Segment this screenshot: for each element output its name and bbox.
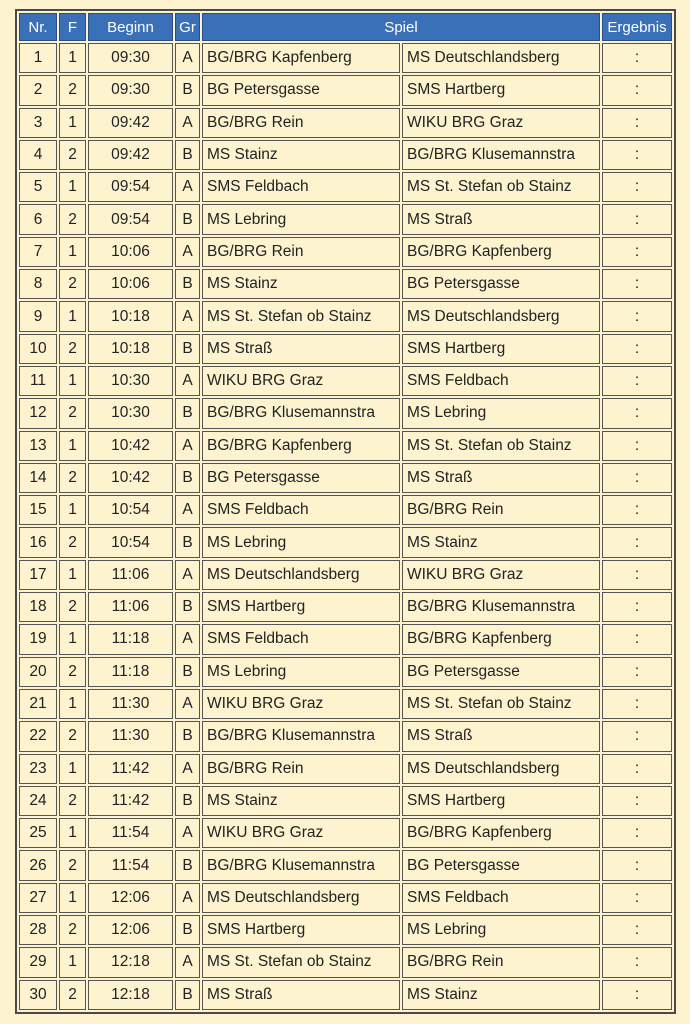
group-cell: A: [175, 624, 200, 654]
team-away-cell: BG Petersgasse: [402, 269, 600, 299]
field-number-cell: 2: [59, 980, 86, 1010]
group-cell: A: [175, 818, 200, 848]
result-cell: :: [602, 754, 672, 784]
table-row: [19, 140, 672, 170]
team-away-cell: MS St. Stefan ob Stainz: [402, 431, 600, 461]
start-time-cell: 10:42: [88, 431, 173, 461]
header-game: Spiel: [202, 13, 600, 41]
table-row: [19, 108, 672, 138]
team-home-cell: BG/BRG Klusemannstra: [202, 850, 400, 880]
group-cell: B: [175, 657, 200, 687]
table-row: [19, 527, 672, 557]
result-cell: :: [602, 947, 672, 977]
team-away-cell: MS Stainz: [402, 980, 600, 1010]
team-home-cell: BG/BRG Rein: [202, 237, 400, 267]
start-time-cell: 10:18: [88, 301, 173, 331]
group-cell: A: [175, 366, 200, 396]
team-home-cell: MS St. Stefan ob Stainz: [202, 301, 400, 331]
field-number-cell: 1: [59, 108, 86, 138]
result-cell: :: [602, 850, 672, 880]
start-time-cell: 10:42: [88, 463, 173, 493]
table-row: [19, 786, 672, 816]
field-number-cell: 2: [59, 850, 86, 880]
table-row: [19, 850, 672, 880]
table-row: [19, 398, 672, 428]
result-cell: :: [602, 301, 672, 331]
field-number-cell: 2: [59, 915, 86, 945]
group-cell: A: [175, 495, 200, 525]
field-number-cell: 2: [59, 140, 86, 170]
table-row: [19, 754, 672, 784]
start-time-cell: 09:42: [88, 140, 173, 170]
table-row: [19, 560, 672, 590]
table-row: [19, 366, 672, 396]
team-home-cell: BG/BRG Rein: [202, 108, 400, 138]
team-home-cell: BG/BRG Kapfenberg: [202, 43, 400, 73]
group-cell: B: [175, 204, 200, 234]
team-home-cell: WIKU BRG Graz: [202, 818, 400, 848]
start-time-cell: 09:54: [88, 172, 173, 202]
schedule-frame: [15, 9, 676, 1014]
result-cell: :: [602, 915, 672, 945]
match-number-cell: 6: [19, 204, 57, 234]
start-time-cell: 11:30: [88, 721, 173, 751]
match-number-cell: 25: [19, 818, 57, 848]
start-time-cell: 11:30: [88, 689, 173, 719]
table-row: [19, 657, 672, 687]
table-row: [19, 592, 672, 622]
start-time-cell: 09:30: [88, 43, 173, 73]
table-row: [19, 204, 672, 234]
result-cell: :: [602, 431, 672, 461]
match-number-cell: 17: [19, 560, 57, 590]
field-number-cell: 2: [59, 204, 86, 234]
result-cell: :: [602, 463, 672, 493]
bottom-edge: [0, 1016, 690, 1024]
group-cell: A: [175, 301, 200, 331]
start-time-cell: 09:54: [88, 204, 173, 234]
field-number-cell: 2: [59, 527, 86, 557]
field-number-cell: 2: [59, 657, 86, 687]
field-number-cell: 2: [59, 269, 86, 299]
group-cell: B: [175, 850, 200, 880]
match-number-cell: 22: [19, 721, 57, 751]
result-cell: :: [602, 398, 672, 428]
team-home-cell: MS Stainz: [202, 140, 400, 170]
match-number-cell: 13: [19, 431, 57, 461]
team-home-cell: WIKU BRG Graz: [202, 689, 400, 719]
table-row: [19, 269, 672, 299]
match-number-cell: 24: [19, 786, 57, 816]
result-cell: :: [602, 560, 672, 590]
table-row: [19, 43, 672, 73]
team-away-cell: WIKU BRG Graz: [402, 560, 600, 590]
team-home-cell: SMS Feldbach: [202, 172, 400, 202]
group-cell: A: [175, 754, 200, 784]
team-away-cell: MS Deutschlandsberg: [402, 301, 600, 331]
group-cell: B: [175, 527, 200, 557]
group-cell: B: [175, 463, 200, 493]
header-field: F: [59, 13, 86, 41]
start-time-cell: 11:18: [88, 624, 173, 654]
table-row: [19, 947, 672, 977]
match-number-cell: 10: [19, 334, 57, 364]
group-cell: A: [175, 689, 200, 719]
table-row: [19, 883, 672, 913]
team-away-cell: BG/BRG Klusemannstra: [402, 592, 600, 622]
start-time-cell: 10:18: [88, 334, 173, 364]
match-number-cell: 1: [19, 43, 57, 73]
result-cell: :: [602, 75, 672, 105]
result-cell: :: [602, 721, 672, 751]
field-number-cell: 1: [59, 689, 86, 719]
table-row: [19, 237, 672, 267]
table-row: [19, 172, 672, 202]
field-number-cell: 2: [59, 786, 86, 816]
result-cell: :: [602, 366, 672, 396]
team-home-cell: MS Deutschlandsberg: [202, 560, 400, 590]
header-nr: Nr.: [19, 13, 57, 41]
group-cell: B: [175, 334, 200, 364]
team-away-cell: SMS Feldbach: [402, 366, 600, 396]
result-cell: :: [602, 43, 672, 73]
field-number-cell: 1: [59, 431, 86, 461]
team-home-cell: MS Lebring: [202, 657, 400, 687]
match-number-cell: 12: [19, 398, 57, 428]
team-home-cell: BG Petersgasse: [202, 75, 400, 105]
team-away-cell: MS Straß: [402, 721, 600, 751]
team-home-cell: BG/BRG Kapfenberg: [202, 431, 400, 461]
group-cell: B: [175, 140, 200, 170]
group-cell: A: [175, 883, 200, 913]
field-number-cell: 1: [59, 237, 86, 267]
header-group: Gr: [175, 13, 200, 41]
group-cell: B: [175, 398, 200, 428]
field-number-cell: 1: [59, 947, 86, 977]
group-cell: B: [175, 786, 200, 816]
start-time-cell: 10:30: [88, 398, 173, 428]
result-cell: :: [602, 980, 672, 1010]
table-row: [19, 915, 672, 945]
result-cell: :: [602, 269, 672, 299]
field-number-cell: 1: [59, 560, 86, 590]
result-cell: :: [602, 172, 672, 202]
team-away-cell: BG/BRG Klusemannstra: [402, 140, 600, 170]
team-away-cell: SMS Hartberg: [402, 75, 600, 105]
field-number-cell: 2: [59, 592, 86, 622]
start-time-cell: 12:06: [88, 915, 173, 945]
team-away-cell: BG/BRG Rein: [402, 495, 600, 525]
start-time-cell: 10:06: [88, 269, 173, 299]
team-away-cell: MS Straß: [402, 204, 600, 234]
start-time-cell: 10:54: [88, 495, 173, 525]
match-number-cell: 23: [19, 754, 57, 784]
result-cell: :: [602, 657, 672, 687]
start-time-cell: 10:54: [88, 527, 173, 557]
match-number-cell: 30: [19, 980, 57, 1010]
group-cell: B: [175, 592, 200, 622]
match-number-cell: 18: [19, 592, 57, 622]
result-cell: :: [602, 689, 672, 719]
table-row: [19, 463, 672, 493]
group-cell: B: [175, 915, 200, 945]
team-away-cell: BG/BRG Kapfenberg: [402, 624, 600, 654]
team-away-cell: MS Lebring: [402, 398, 600, 428]
group-cell: A: [175, 947, 200, 977]
team-away-cell: MS St. Stefan ob Stainz: [402, 689, 600, 719]
group-cell: A: [175, 43, 200, 73]
match-number-cell: 11: [19, 366, 57, 396]
header-row: [19, 13, 672, 41]
result-cell: :: [602, 108, 672, 138]
team-away-cell: BG/BRG Kapfenberg: [402, 818, 600, 848]
table-row: [19, 301, 672, 331]
field-number-cell: 1: [59, 172, 86, 202]
match-number-cell: 16: [19, 527, 57, 557]
match-number-cell: 28: [19, 915, 57, 945]
team-home-cell: MS Deutschlandsberg: [202, 883, 400, 913]
start-time-cell: 11:18: [88, 657, 173, 687]
group-cell: A: [175, 560, 200, 590]
field-number-cell: 2: [59, 463, 86, 493]
start-time-cell: 12:06: [88, 883, 173, 913]
result-cell: :: [602, 495, 672, 525]
match-number-cell: 7: [19, 237, 57, 267]
start-time-cell: 09:42: [88, 108, 173, 138]
team-home-cell: BG Petersgasse: [202, 463, 400, 493]
start-time-cell: 11:06: [88, 560, 173, 590]
field-number-cell: 1: [59, 754, 86, 784]
team-home-cell: BG/BRG Rein: [202, 754, 400, 784]
match-schedule-table: [17, 11, 674, 1012]
field-number-cell: 1: [59, 883, 86, 913]
table-row: [19, 75, 672, 105]
table-row: [19, 431, 672, 461]
team-home-cell: SMS Hartberg: [202, 592, 400, 622]
team-away-cell: MS St. Stefan ob Stainz: [402, 172, 600, 202]
result-cell: :: [602, 204, 672, 234]
team-away-cell: MS Stainz: [402, 527, 600, 557]
field-number-cell: 1: [59, 624, 86, 654]
match-number-cell: 27: [19, 883, 57, 913]
match-number-cell: 19: [19, 624, 57, 654]
group-cell: B: [175, 75, 200, 105]
group-cell: B: [175, 721, 200, 751]
group-cell: A: [175, 108, 200, 138]
match-number-cell: 5: [19, 172, 57, 202]
start-time-cell: 11:54: [88, 818, 173, 848]
field-number-cell: 1: [59, 495, 86, 525]
team-home-cell: SMS Hartberg: [202, 915, 400, 945]
team-home-cell: SMS Feldbach: [202, 495, 400, 525]
team-home-cell: MS Lebring: [202, 527, 400, 557]
result-cell: :: [602, 140, 672, 170]
match-number-cell: 15: [19, 495, 57, 525]
match-number-cell: 21: [19, 689, 57, 719]
table-row: [19, 495, 672, 525]
table-row: [19, 818, 672, 848]
team-home-cell: BG/BRG Klusemannstra: [202, 398, 400, 428]
table-row: [19, 980, 672, 1010]
team-home-cell: MS Stainz: [202, 269, 400, 299]
start-time-cell: 11:42: [88, 754, 173, 784]
field-number-cell: 2: [59, 75, 86, 105]
match-number-cell: 4: [19, 140, 57, 170]
group-cell: B: [175, 269, 200, 299]
start-time-cell: 10:30: [88, 366, 173, 396]
team-home-cell: MS Lebring: [202, 204, 400, 234]
match-number-cell: 14: [19, 463, 57, 493]
team-away-cell: BG/BRG Kapfenberg: [402, 237, 600, 267]
result-cell: :: [602, 624, 672, 654]
field-number-cell: 1: [59, 818, 86, 848]
team-away-cell: MS Lebring: [402, 915, 600, 945]
team-home-cell: BG/BRG Klusemannstra: [202, 721, 400, 751]
table-row: [19, 689, 672, 719]
team-away-cell: SMS Hartberg: [402, 334, 600, 364]
start-time-cell: 11:54: [88, 850, 173, 880]
result-cell: :: [602, 786, 672, 816]
group-cell: A: [175, 172, 200, 202]
group-cell: A: [175, 431, 200, 461]
start-time-cell: 11:42: [88, 786, 173, 816]
result-cell: :: [602, 527, 672, 557]
team-home-cell: MS St. Stefan ob Stainz: [202, 947, 400, 977]
team-home-cell: SMS Feldbach: [202, 624, 400, 654]
field-number-cell: 2: [59, 334, 86, 364]
match-number-cell: 29: [19, 947, 57, 977]
team-away-cell: MS Straß: [402, 463, 600, 493]
result-cell: :: [602, 334, 672, 364]
table-row: [19, 334, 672, 364]
match-number-cell: 9: [19, 301, 57, 331]
match-number-cell: 26: [19, 850, 57, 880]
start-time-cell: 09:30: [88, 75, 173, 105]
result-cell: :: [602, 237, 672, 267]
result-cell: :: [602, 818, 672, 848]
field-number-cell: 1: [59, 301, 86, 331]
team-away-cell: MS Deutschlandsberg: [402, 754, 600, 784]
team-away-cell: BG/BRG Rein: [402, 947, 600, 977]
start-time-cell: 10:06: [88, 237, 173, 267]
start-time-cell: 12:18: [88, 980, 173, 1010]
result-cell: :: [602, 883, 672, 913]
start-time-cell: 12:18: [88, 947, 173, 977]
match-number-cell: 2: [19, 75, 57, 105]
field-number-cell: 2: [59, 398, 86, 428]
field-number-cell: 2: [59, 721, 86, 751]
team-away-cell: SMS Feldbach: [402, 883, 600, 913]
field-number-cell: 1: [59, 43, 86, 73]
match-number-cell: 3: [19, 108, 57, 138]
team-away-cell: BG Petersgasse: [402, 657, 600, 687]
start-time-cell: 11:06: [88, 592, 173, 622]
match-number-cell: 8: [19, 269, 57, 299]
table-row: [19, 721, 672, 751]
header-start: Beginn: [88, 13, 173, 41]
table-row: [19, 624, 672, 654]
team-away-cell: MS Deutschlandsberg: [402, 43, 600, 73]
team-home-cell: MS Straß: [202, 980, 400, 1010]
team-home-cell: MS Stainz: [202, 786, 400, 816]
header-result: Ergebnis: [602, 13, 672, 41]
result-cell: :: [602, 592, 672, 622]
team-home-cell: MS Straß: [202, 334, 400, 364]
group-cell: A: [175, 237, 200, 267]
team-away-cell: WIKU BRG Graz: [402, 108, 600, 138]
team-home-cell: WIKU BRG Graz: [202, 366, 400, 396]
field-number-cell: 1: [59, 366, 86, 396]
team-away-cell: BG Petersgasse: [402, 850, 600, 880]
group-cell: B: [175, 980, 200, 1010]
match-number-cell: 20: [19, 657, 57, 687]
team-away-cell: SMS Hartberg: [402, 786, 600, 816]
